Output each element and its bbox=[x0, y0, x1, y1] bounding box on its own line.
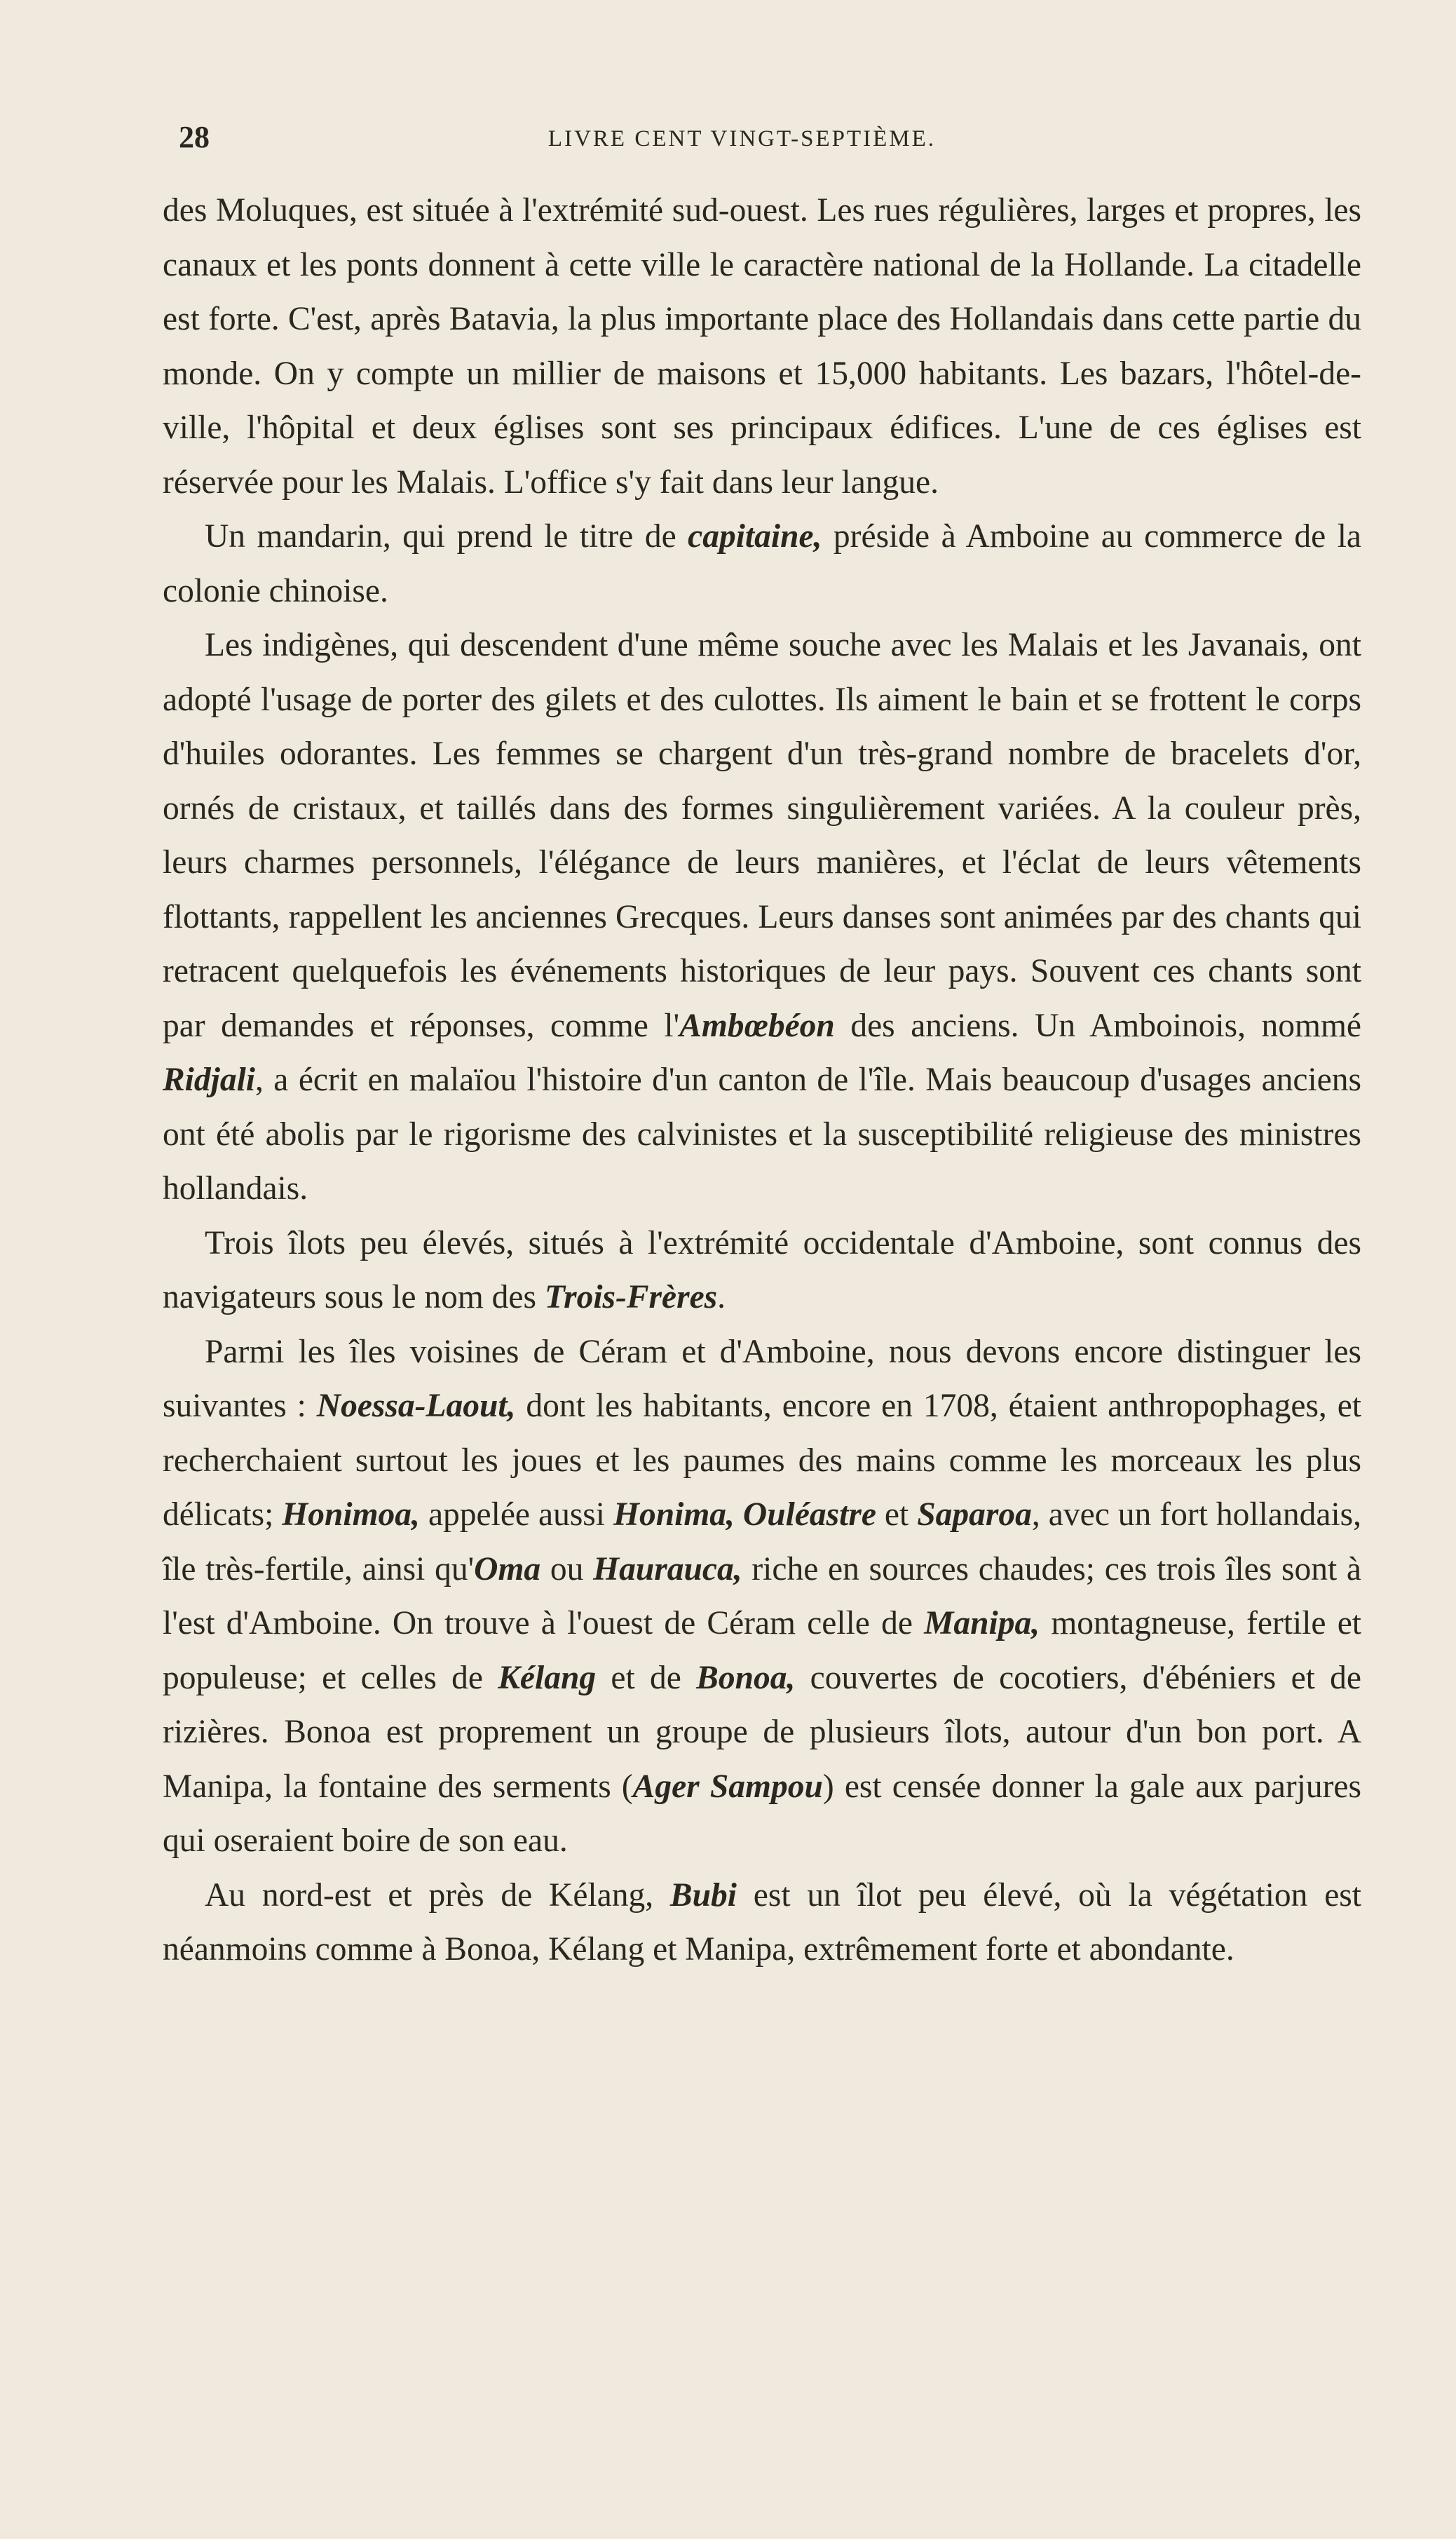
emphasis-amboebeon: Ambœbéon bbox=[679, 1007, 835, 1044]
emphasis-ridjali: Ridjali bbox=[163, 1062, 255, 1098]
paragraph-6: Au nord-est et près de Kélang, Bubi est un îlot peu élevé, où la végétation est néanmoins comme à Bonoa, Kélang et Manipa, extrêmement forte et abondante. bbox=[163, 1876, 1361, 1968]
emphasis-saparoa: Saparoa bbox=[917, 1496, 1032, 1533]
paragraph-5: Parmi les îles voisines de Céram et d'Amboine, nous devons encore distinguer les suivantes : Noessa-Laout, dont les habitants, encore en 1708, étaient anthropophages, et recherchaient surtout les joues et les paumes des mains comme les morceaux les plus délicats; Honimoa, appelée aussi Honima, Ouléastre et Saparoa, avec un fort hollandais, île très-fertile, ainsi qu'Oma ou Haurauca, riche en sources chaudes; ces trois îles sont à l'est d'Amboine. On trouve à l'ouest de Céram celle de Manipa, montagneuse, fertile et populeuse; et celles de Kélang et de Bonoa, couvertes de cocotiers, d'ébéniers et de rizières. Bonoa est proprement un groupe de plusieurs îlots, autour d'un bon port. A Manipa, la fontaine des serments (Ager Sampou) est censée donner la gale aux parjures qui oseraient boire de son eau. bbox=[163, 1333, 1362, 1859]
emphasis-honima-ouleastre: Honima, Ouléastre bbox=[613, 1496, 876, 1533]
emphasis-haurauca: Haurauca, bbox=[593, 1550, 742, 1587]
page-number: 28 bbox=[179, 120, 210, 154]
running-title: LIVRE CENT VINGT-SEPTIÈME. bbox=[547, 126, 937, 151]
paragraph-4: Trois îlots peu élevés, situés à l'extrémité occidentale d'Amboine, sont connus des navigateurs sous le nom des Trois-Frères. bbox=[163, 1224, 1361, 1315]
emphasis-noessa-laout: Noessa-Laout, bbox=[316, 1388, 516, 1424]
emphasis-manipa: Manipa, bbox=[924, 1605, 1040, 1641]
page-body bbox=[163, 184, 1361, 1977]
emphasis-honimoa: Honimoa, bbox=[282, 1496, 420, 1533]
emphasis-kelang: Kélang bbox=[498, 1659, 597, 1696]
emphasis-trois-freres: Trois-Frères bbox=[544, 1279, 718, 1315]
page-header bbox=[0, 119, 1456, 161]
emphasis-bubi: Bubi bbox=[669, 1876, 737, 1914]
emphasis-ager-sampou: Ager Sampou bbox=[632, 1768, 823, 1805]
emphasis-oma: Oma bbox=[474, 1550, 541, 1587]
emphasis-capitaine: capitaine, bbox=[688, 518, 822, 555]
emphasis-bonoa: Bonoa, bbox=[696, 1659, 796, 1696]
paragraph-1: des Moluques, est située à l'extrémité sud-ouest. Les rues régulières, larges et propres, les canaux et les ponts donnent à cette ville le caractère national de la Hollande. La citadelle est forte. C'est, après Batavia, la plus importante place des Hollandais dans cette partie du monde. On y compte un millier de maisons et 15,000 habitants. Les bazars, l'hôtel-de-ville, l'hôpital et deux églises sont ses principaux édifices. L'une de ces églises est réservée pour les Malais. L'office s'y fait dans leur langue. bbox=[163, 192, 1361, 501]
paragraph-3: Les indigènes, qui descendent d'une même souche avec les Malais et les Javanais, ont adopté l'usage de porter des gilets et des culottes. Ils aiment le bain et se frottent le corps d'huiles odorantes. Les femmes se chargent d'un très-grand nombre de bracelets d'or, ornés de cristaux, et taillés dans des formes singulièrement variées. A la couleur près, leurs charmes personnels, l'élégance de leurs manières, et l'éclat de leurs vêtements flottants, rappellent les anciennes Grecques. Leurs danses sont animées par des chants qui retracent quelquefois les événements historiques de leur pays. Souvent ces chants sont par demandes et réponses, comme l'Ambœbéon des anciens. Un Amboinois, nommé Ridjali, a écrit en malaïou l'histoire d'un canton de l'île. Mais beaucoup d'usages anciens ont été abolis par le rigorisme des calvinistes et la susceptibilité religieuse des ministres hollandais. bbox=[163, 627, 1361, 1207]
paragraph-2: Un mandarin, qui prend le titre de capitaine, préside à Amboine au commerce de la colonie chinoise. bbox=[163, 518, 1361, 609]
